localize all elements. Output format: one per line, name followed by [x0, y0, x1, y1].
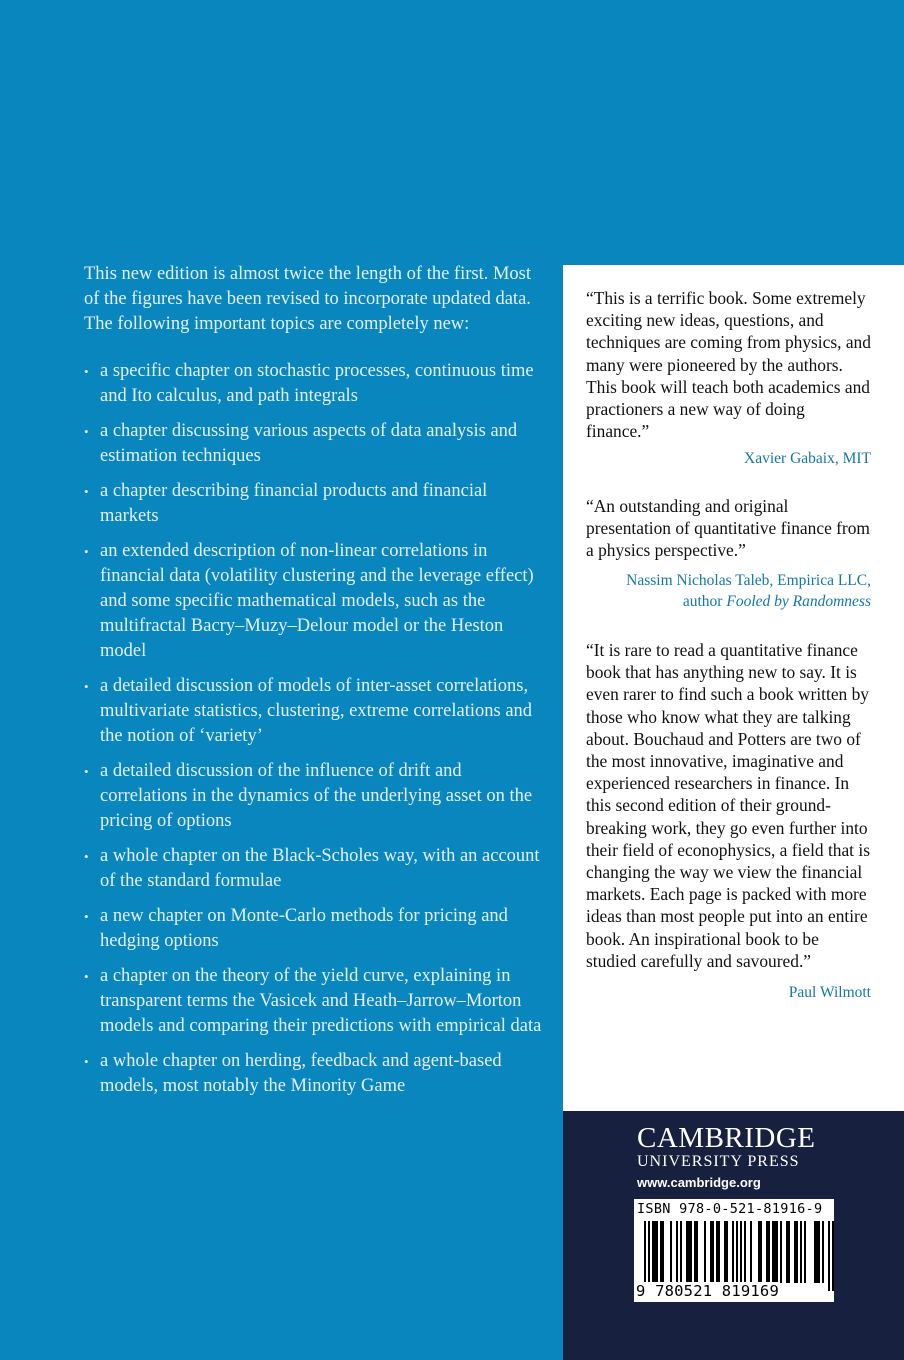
barcode-bar — [726, 1221, 728, 1283]
barcode-bar — [818, 1221, 820, 1283]
barcode-bar — [740, 1221, 742, 1291]
attribution-prefix: author — [682, 592, 723, 610]
topic-item: • a chapter describing financial products and financial markets — [84, 479, 546, 529]
barcode-bar — [744, 1221, 746, 1283]
barcode-bar — [644, 1221, 646, 1291]
barcode-bar — [680, 1221, 682, 1283]
barcode-bar — [766, 1221, 768, 1283]
barcode-bar — [774, 1221, 776, 1283]
publisher-logo-name: CAMBRIDGE — [637, 1122, 816, 1154]
barcode-bar — [670, 1221, 672, 1283]
barcode-bar — [786, 1221, 788, 1283]
barcode-bar — [648, 1221, 650, 1291]
barcode-bar — [732, 1221, 734, 1283]
isbn-barcode — [634, 1199, 834, 1302]
barcode-bar — [710, 1221, 712, 1283]
barcode-bar — [716, 1221, 718, 1283]
barcode-bar — [736, 1221, 738, 1291]
book-description — [84, 262, 546, 1109]
topic-item: • a detailed discussion of models of inter-asset correlations, multivariate statistics, clustering, extreme correlations and the notion of ‘variety’ — [84, 674, 546, 749]
barcode-bar — [822, 1221, 824, 1283]
publisher-logo-subtitle: UNIVERSITY PRESS — [637, 1153, 800, 1170]
barcode-bar — [694, 1221, 696, 1283]
barcode-bar — [816, 1221, 818, 1283]
barcode-bar — [660, 1221, 662, 1283]
topic-item: • a new chapter on Monte-Carlo methods for pricing and hedging options — [84, 904, 546, 954]
quote-attribution — [586, 570, 871, 612]
barcode-bar — [676, 1221, 678, 1283]
barcode-bar — [718, 1221, 720, 1283]
topic-item: • a whole chapter on herding, feedback and agent-based models, most notably the Minority Game — [84, 1049, 546, 1099]
topic-item: • a chapter on the theory of the yield curve, explaining in transparent terms the Vasicek and Heath–Jarrow–Morton models and comparing their predictions with empirical data — [84, 964, 546, 1039]
barcode-bar — [712, 1221, 714, 1283]
attribution-book-title: Fooled by Randomness — [726, 592, 871, 610]
barcode-bar — [832, 1221, 834, 1291]
barcode-bar — [772, 1221, 774, 1283]
topic-item: • an extended description of non-linear correlations in financial data (volatility clustering and the leverage effect) and some specific mathematical models, such as the multifractal Bacry–Muzy–Delour model or the Heston model — [84, 539, 546, 664]
topic-item: • a detailed discussion of the influence of drift and correlations in the dynamics of the underlying asset on the pricing of options — [84, 759, 546, 834]
endorsement-gabaix — [586, 287, 871, 469]
endorsements-panel — [563, 265, 904, 1111]
barcode-bar — [768, 1221, 770, 1283]
isbn-label: ISBN 978-0-521-81916-9 — [637, 1201, 823, 1217]
topic-item: • a whole chapter on the Black-Scholes way, with an account of the standard formulae — [84, 844, 546, 894]
attribution-name: Nassim Nicholas Taleb, Empirica LLC, — [626, 571, 871, 589]
endorsement-taleb — [586, 495, 871, 612]
barcode-bar — [688, 1221, 690, 1283]
barcode-bar — [656, 1221, 658, 1283]
topic-item: • a chapter discussing various aspects of data analysis and estimation techniques — [84, 419, 546, 469]
topic-item: • a specific chapter on stochastic processes, continuous time and Ito calculus, and path integrals — [84, 359, 546, 409]
quote-text: “This is a terrific book. Some extremely exciting new ideas, questions, and techniques are coming from physics, and many were pioneered by the authors. This book will teach both academics and practioners a new way of doing finance.” — [586, 288, 871, 442]
barcode-bar — [690, 1221, 692, 1283]
quote-text: “It is rare to read a quantitative finance book that has anything new to say. It is even rarer to find such a book written by those who know what they are talking about. Bouchaud and Potters are two of the most innovative, imaginative and experienced researchers in finance. In this second edition of their ground-breaking work, they go even further into their field of econophysics, a field that is changing the way we view the financial markets. Each page is packed with more ideas than most people put into an entire book. An inspirational book to be studied carefully and savoured.” — [586, 640, 870, 971]
barcode-bar — [662, 1221, 664, 1283]
endorsement-wilmott — [586, 639, 871, 1003]
barcode-bar — [776, 1221, 778, 1283]
barcode-bar — [750, 1221, 752, 1283]
barcode-bar — [654, 1221, 656, 1283]
barcode-bar — [788, 1221, 790, 1283]
barcode-bar — [696, 1221, 698, 1283]
barcode-bar — [814, 1221, 816, 1283]
quote-attribution: Xavier Gabaix, MIT — [744, 450, 871, 468]
barcode-bar — [704, 1221, 706, 1283]
barcode-bar — [800, 1221, 802, 1283]
barcode-bar — [828, 1221, 830, 1291]
barcode-bar — [780, 1221, 782, 1283]
barcode-bar — [758, 1221, 760, 1283]
barcode-bar — [796, 1221, 798, 1283]
new-topics-list — [84, 359, 546, 1099]
description-intro: This new edition is almost twice the length of the first. Most of the figures have been revised to incorporate updated data. The following important topics are completely new: — [84, 264, 532, 334]
barcode-bar — [760, 1221, 762, 1283]
publisher-website: www.cambridge.org — [637, 1175, 761, 1190]
barcode-bar — [794, 1221, 796, 1283]
barcode-bar — [686, 1221, 688, 1283]
barcode-bar — [652, 1221, 654, 1283]
barcode-bar — [724, 1221, 726, 1283]
barcode-bars — [634, 1221, 834, 1291]
barcode-bar — [804, 1221, 806, 1283]
barcode-digits: 9 780521 819169 — [636, 1282, 779, 1300]
quote-text: “An outstanding and original presentation of quantitative finance from a physics perspective.” — [586, 496, 870, 561]
quote-attribution: Paul Wilmott — [788, 984, 871, 1002]
